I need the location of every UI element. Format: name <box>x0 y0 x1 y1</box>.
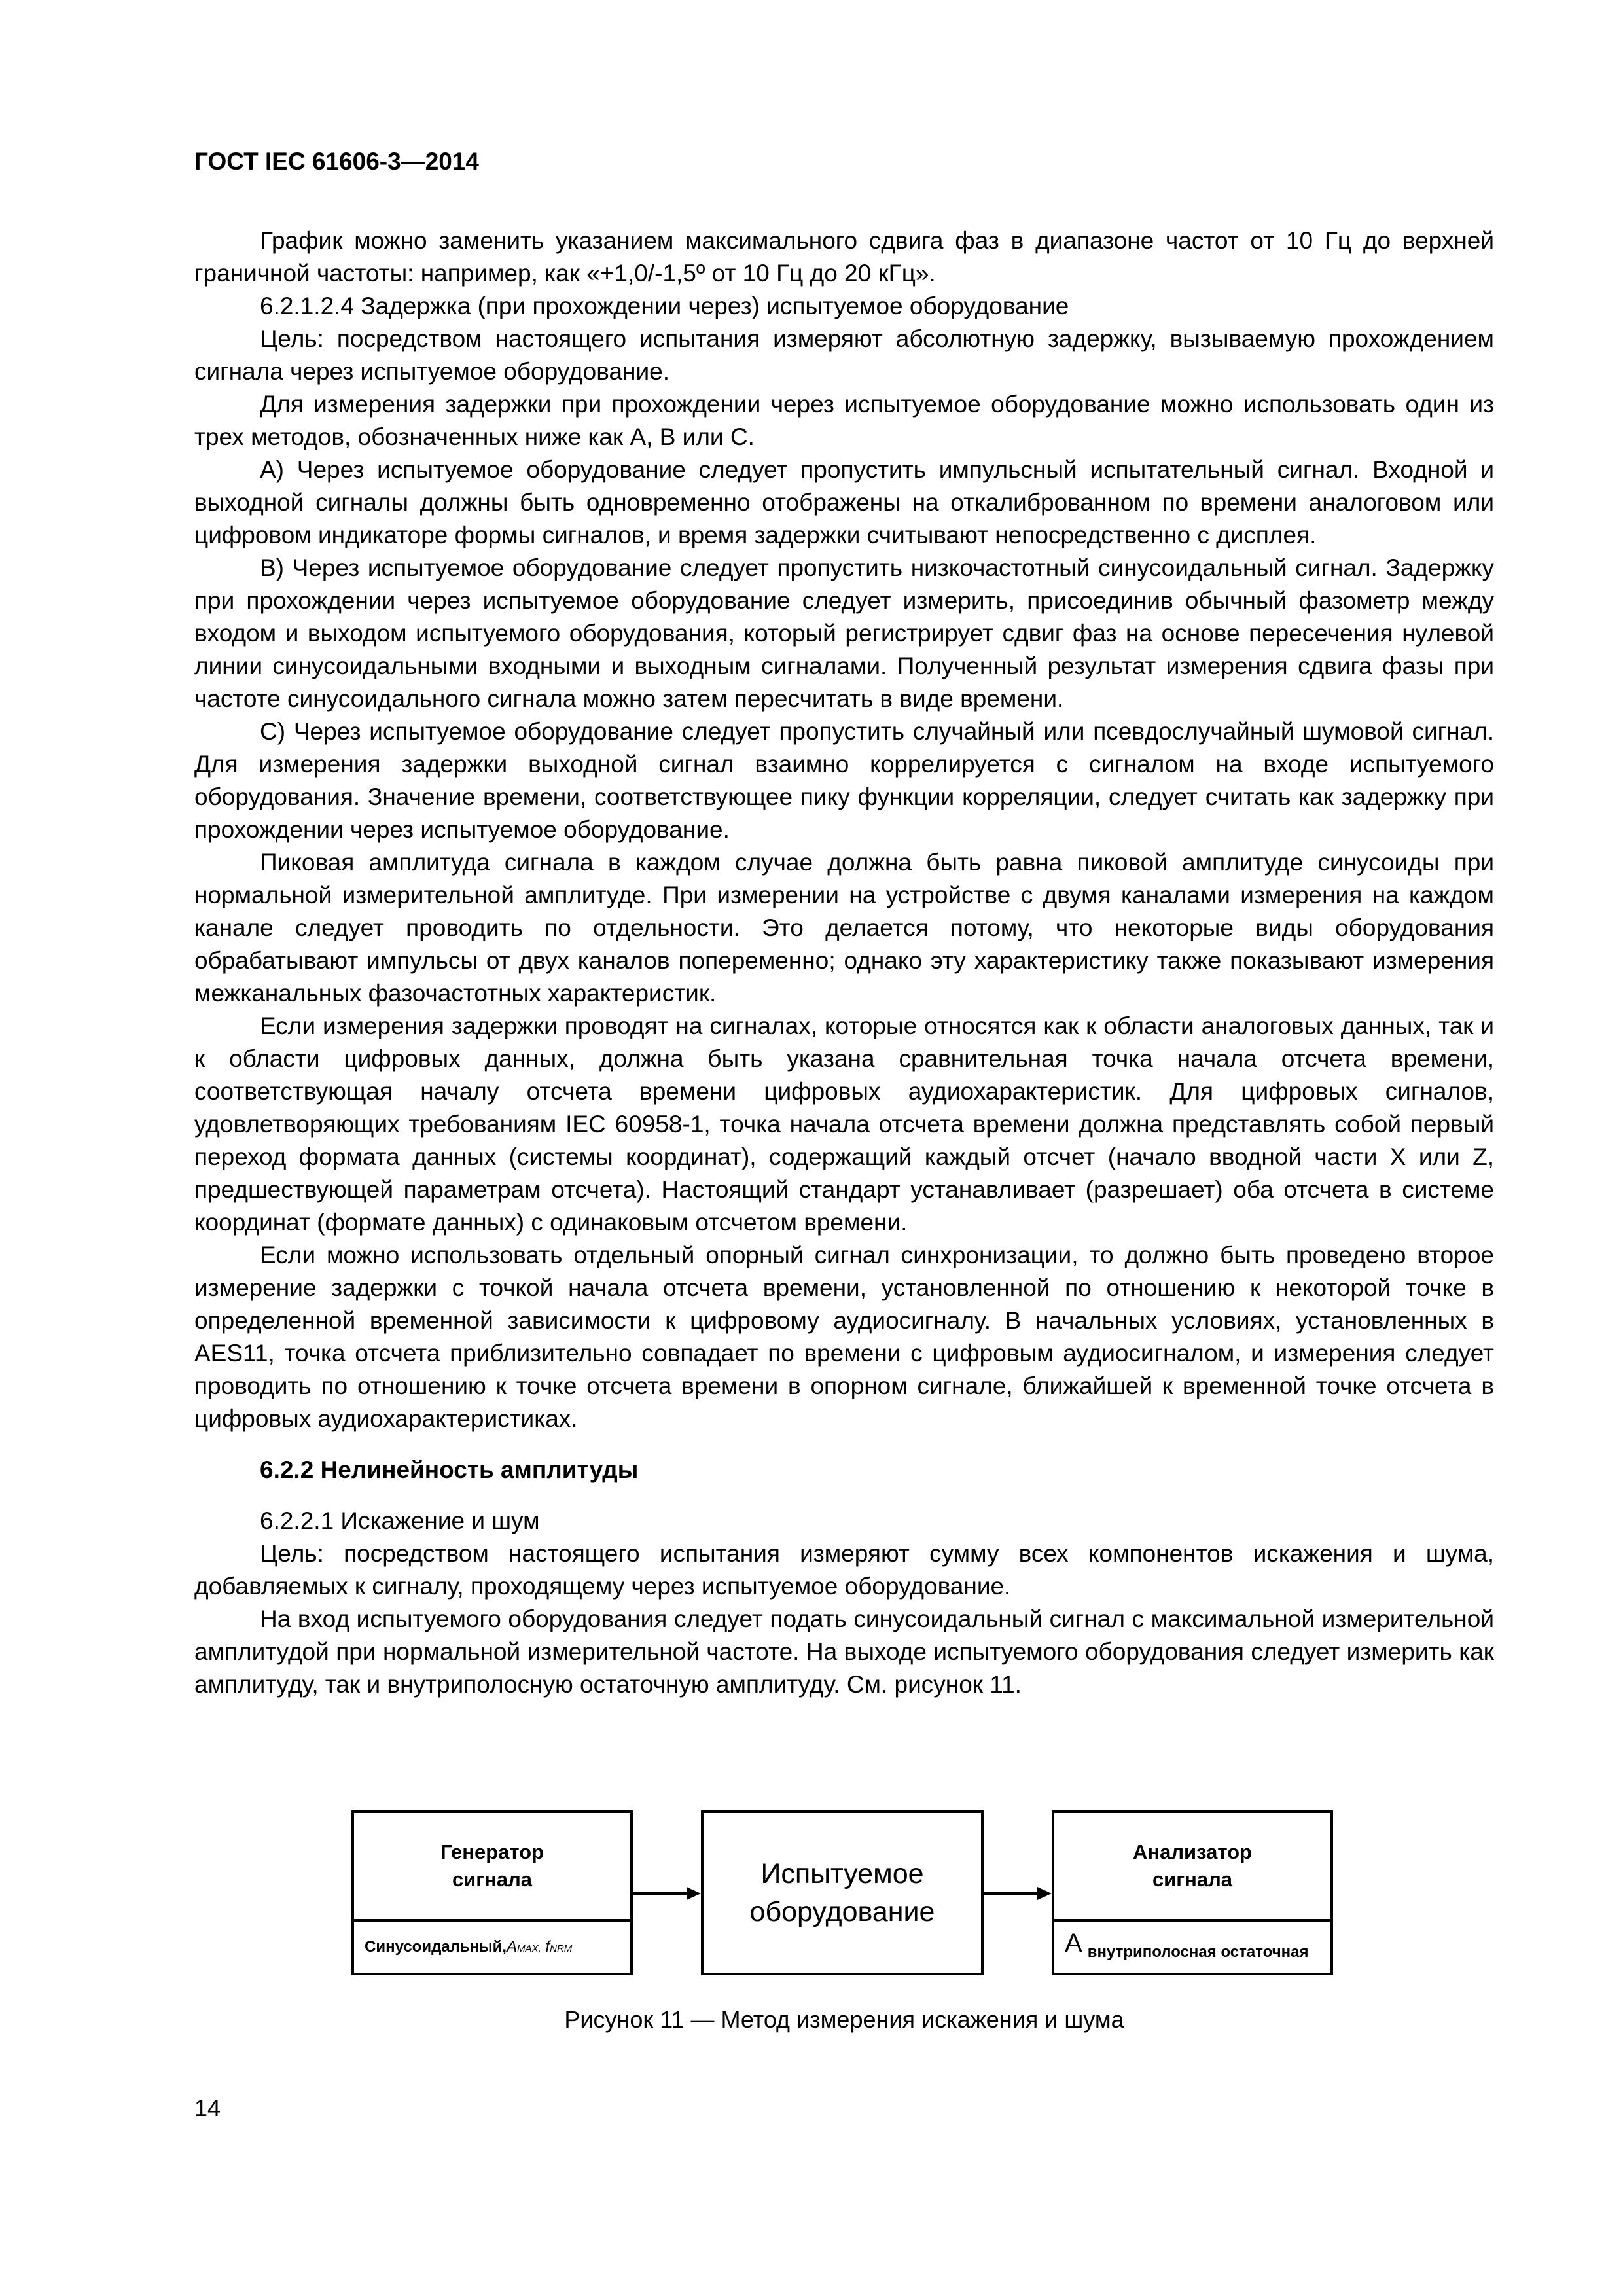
analyzer-title-line2: сигнала <box>1152 1868 1233 1891</box>
figure-11-diagram <box>351 1810 1372 1981</box>
section-heading: 6.2.2 Нелинейность амплитуды <box>260 1456 639 1483</box>
paragraph: График можно заменить указанием максимального сдвига фаз в диапазоне частот от 10 Гц до верхней граничной частоты: например, как «+1,0/-1,5º от 10 Гц до 20 кГц». <box>194 227 1494 287</box>
arrow-right-icon <box>984 1886 1052 1901</box>
generator-param-f-symbol: f <box>541 1938 550 1956</box>
generator-box <box>351 1810 633 1975</box>
analyzer-title-line1: Анализатор <box>1133 1840 1252 1863</box>
paragraph: Для измерения задержки при прохождении через испытуемое оборудование можно использовать один из трех методов, обозначенных ниже как А, В или С. <box>194 391 1494 450</box>
generator-param-a <box>507 1938 572 1956</box>
dut-title-line1: Испытуемое <box>760 1858 924 1890</box>
arrow-right-icon <box>633 1886 701 1901</box>
paragraph: На вход испытуемого оборудования следует подать синусоидальный сигнал с максимальной измерительной амплитудой при нормальной измерительной частоте. На выходе испытуемого оборудования следует измерить как амплитуду, так и внутриполосную остаточную амплитуду. См. рисунок 11. <box>194 1605 1494 1698</box>
figure-caption: Рисунок 11 — Метод измерения искажения и шума <box>564 2006 1124 2033</box>
analyzer-param-subscript: внутриполосная остаточная <box>1087 1943 1309 1961</box>
paragraph: Если можно использовать отдельный опорный сигнал синхронизации, то должно быть проведено второе измерение задержки с точкой начала отсчета времени, установленной по отношению к некоторой точке в определенной временной зависимости к цифровому аудиосигналу. В начальных условиях, установленных в AES11, точка отсчета приблизительно совпадает по времени с цифровым аудиосигналом, и измерения следует проводить по отношению к точке отсчета времени в опорном сигнале, ближайшей к временной точке отсчета в цифровых аудиохарактеристиках. <box>194 1242 1494 1432</box>
paragraph: С) Через испытуемое оборудование следует пропустить случайный или псевдослучайный шумовой сигнал. Для измерения задержки выходной сигнал взаимно коррелируется с сигналом на входе испытуемого оборудования. Значение времени, соответствующее пику функции корреляции, следует считать как задержку при прохождении через испытуемое оборудование. <box>194 718 1494 843</box>
analyzer-params <box>1065 1922 1324 1973</box>
generator-title <box>354 1813 630 1919</box>
generator-param-a-symbol: A <box>507 1938 518 1956</box>
analyzer-box <box>1052 1810 1333 1975</box>
generator-param-f-subscript: NRM <box>550 1943 573 1954</box>
paragraph: Пиковая амплитуда сигнала в каждом случае должна быть равна пиковой амплитуде синусоиды при нормальной измерительной амплитуде. При измерении на устройстве с двумя каналами измерения на каждом канале следует проводить по отдельности. Это делается потому, что некоторые виды оборудования обрабатывают импульсы от двух каналов попеременно; однако эту характеристику также показывают измерения межканальных фазочастотных характеристик. <box>194 849 1494 1007</box>
generator-title-line1: Генератор <box>440 1840 544 1863</box>
analyzer-title <box>1054 1813 1330 1919</box>
analyzer-param-a: A <box>1065 1928 1082 1958</box>
generator-params <box>365 1922 624 1973</box>
dut-title <box>704 1813 981 1973</box>
dut-title-line2: оборудование <box>749 1896 935 1928</box>
paragraph: 6.2.2.1 Искажение и шум <box>260 1507 540 1534</box>
paragraph: В) Через испытуемое оборудование следует пропустить низкочастотный синусоидальный сигнал. Задержку при прохождении через испытуемое оборудование следует измерить, присоединив обычный фазометр между входом и выходом испытуемого оборудования, который регистрирует сдвиг фаз на основе пересечения нулевой линии синусоидальными входными и выходным сигналами. Полученный результат измерения сдвига фазы при частоте синусоидального сигнала можно затем пересчитать в виде времени. <box>194 554 1494 712</box>
generator-param-label: Синусоидальный, <box>365 1938 507 1956</box>
paragraph: Цель: посредством настоящего испытания измеряют абсолютную задержку, вызываемую прохождением сигнала через испытуемое оборудование. <box>194 325 1494 385</box>
paragraph: Цель: посредством настоящего испытания измеряют сумму всех компонентов искажения и шума, добавляемых к сигналу, проходящему через испытуемое оборудование. <box>194 1540 1494 1600</box>
dut-box <box>701 1810 984 1975</box>
document-header: ГОСТ IEC 61606-3—2014 <box>194 148 480 175</box>
paragraph: Если измерения задержки проводят на сигналах, которые относятся как к области аналоговых данных, так и к области цифровых данных, должна быть указана сравнительная точка начала отсчета времени, соответствующая началу отсчета времени цифровых аудиохарактеристик. Для цифровых сигналов, удовлетворяющих требованиям IEC 60958-1, точка начала отсчета времени должна представлять собой первый переход формата данных (системы координат), содержащий каждый отсчет (начало вводной части X или Z, предшествующей параметрам отсчета). Настоящий стандарт устанавливает (разрешает) оба отсчета в системе координат (формате данных) с одинаковым отсчетом времени. <box>194 1013 1494 1236</box>
body-text <box>194 224 1494 1701</box>
generator-param-a-subscript: MAX, <box>517 1943 541 1954</box>
paragraph: 6.2.1.2.4 Задержка (при прохождении через) испытуемое оборудование <box>260 293 1069 319</box>
generator-title-line2: сигнала <box>452 1868 533 1891</box>
page-number: 14 <box>194 2094 221 2121</box>
paragraph: А) Через испытуемое оборудование следует пропустить импульсный испытательный сигнал. Входной и выходной сигналы должны быть одновременно отображены на откалиброванном по времени аналоговом или цифровом индикаторе формы сигналов, и время задержки считывают непосредственно с дисплея. <box>194 456 1494 548</box>
